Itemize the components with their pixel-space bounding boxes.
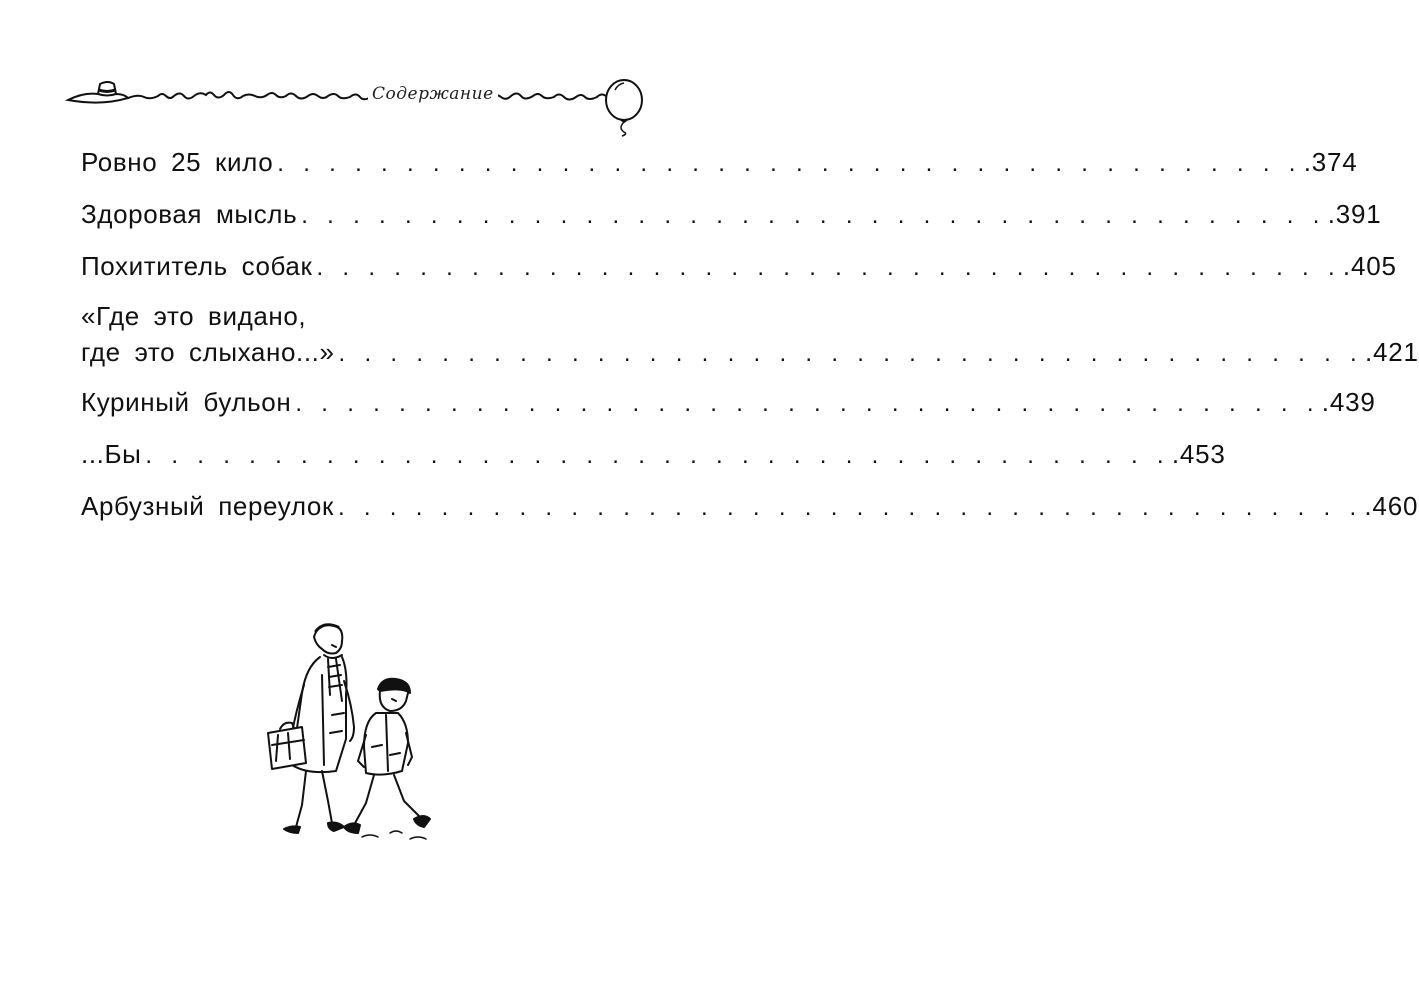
toc-entry-page: .460 bbox=[1364, 491, 1419, 521]
contents-header bbox=[62, 70, 652, 136]
leader-dots: . . . . . . . . . . . . . . . . . . . . . . . . . . . . . . . . . . . . . . . . bbox=[338, 340, 1364, 367]
scribble-left bbox=[128, 92, 402, 99]
toc-entry-title: Куриный бульон bbox=[81, 387, 292, 417]
toc-entry-title: Арбузный переулок bbox=[81, 491, 334, 521]
leader-dots: . . . . . . . . . . . . . . . . . . . . . . . . . . . . . . . . . . . . . . . . bbox=[145, 442, 1170, 469]
toc-entry-title: Здоровая мысль bbox=[81, 199, 298, 229]
toc-entry-page: .421 bbox=[1365, 337, 1419, 367]
toc-entry-title: Ровно 25 кило bbox=[81, 147, 274, 177]
toc-entry bbox=[81, 144, 1358, 180]
leader-dots: . . . . . . . . . . . . . . . . . . . . . . . . . . . . . . . . . . . . . . . . bbox=[277, 150, 1302, 177]
toc-entry-title: ...Бы bbox=[81, 439, 142, 469]
toc-entry-page: .374 bbox=[1303, 147, 1358, 177]
toc-entry bbox=[81, 248, 1397, 284]
toc-entry bbox=[81, 196, 1382, 232]
leader-dots: . . . . . . . . . . . . . . . . . . . . . . . . . . . . . . . . . . . . . . . . bbox=[316, 254, 1341, 281]
leader-dots: . . . . . . . . . . . . . . . . . . . . . . . . . . . . . . . . . . . . . . . . bbox=[295, 390, 1320, 417]
hat-icon bbox=[68, 82, 128, 103]
toc-entry-page: .453 bbox=[1171, 439, 1226, 469]
toc-entry-page: .391 bbox=[1327, 199, 1382, 229]
toc-entry-page: .405 bbox=[1342, 251, 1397, 281]
page-title: Содержание bbox=[368, 84, 498, 104]
header-ornament bbox=[62, 70, 652, 136]
toc-entry bbox=[81, 384, 1376, 420]
toc-entry bbox=[81, 298, 1419, 370]
toc-entry-page: .439 bbox=[1321, 387, 1376, 417]
leader-dots: . . . . . . . . . . . . . . . . . . . . . . . . . . . . . . . . . . . . . . . . bbox=[301, 202, 1326, 229]
balloon-icon bbox=[606, 80, 642, 136]
briefcase-icon bbox=[268, 723, 306, 769]
toc-entry-title: Похититель собак bbox=[81, 251, 313, 281]
illustration-woman-and-boy bbox=[262, 615, 442, 850]
leader-dots: . . . . . . . . . . . . . . . . . . . . . . . . . . . . . . . . . . . . . . . . bbox=[337, 494, 1363, 521]
boy-figure bbox=[344, 679, 430, 833]
toc-entry bbox=[81, 436, 1226, 472]
toc-entry bbox=[81, 488, 1419, 524]
toc-entry-title: где это слыхано...» bbox=[81, 337, 335, 367]
toc-entry-title-line1: «Где это видано, bbox=[81, 301, 307, 331]
